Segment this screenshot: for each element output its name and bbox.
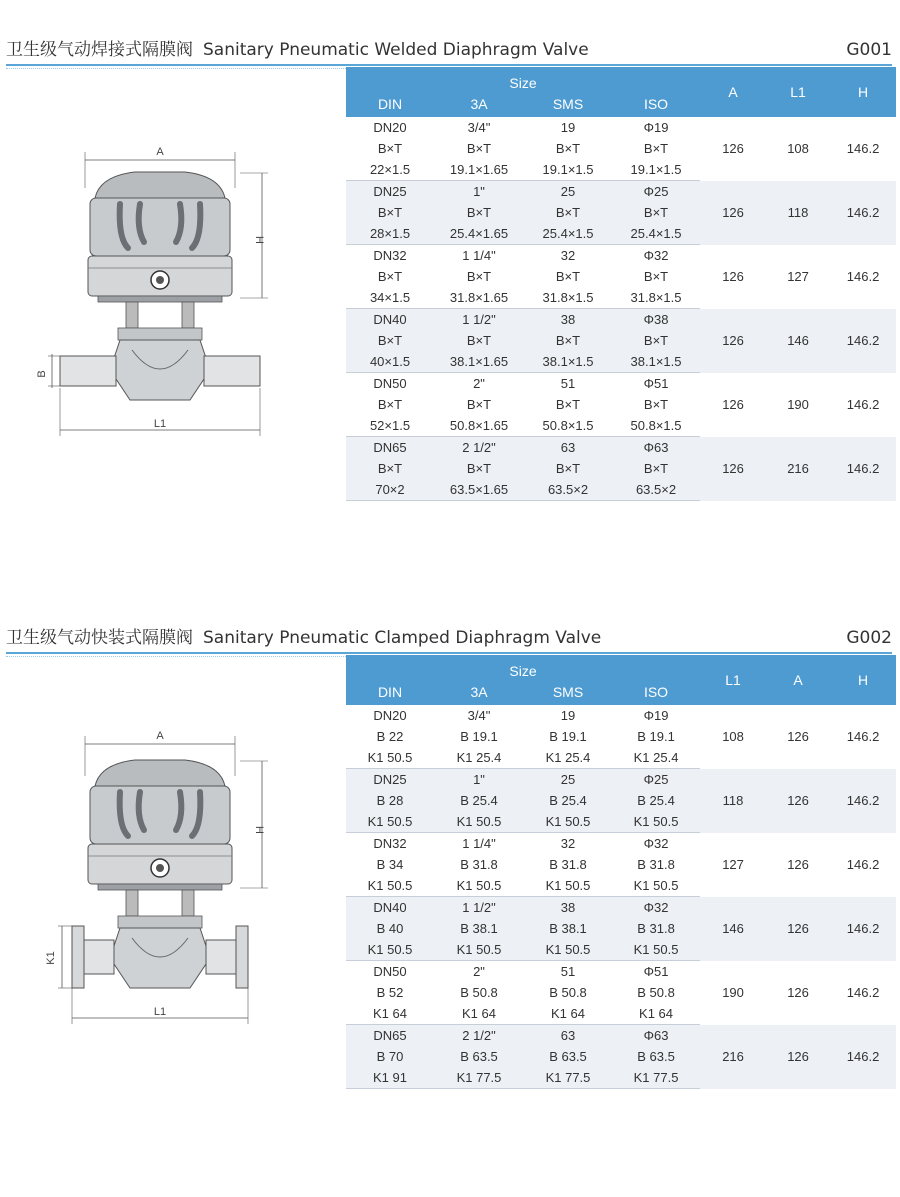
cell-iso: B 50.8 (612, 982, 700, 1003)
cell-din: DN65 (346, 437, 434, 459)
cell-a3: 1 1/2" (434, 897, 524, 919)
cell-c3: 146.2 (830, 245, 896, 309)
cell-iso: Φ19 (612, 705, 700, 726)
dim-k1-label: K1 (45, 951, 57, 965)
cell-c2: 126 (766, 961, 830, 1025)
cell-din: B 28 (346, 790, 434, 811)
col-sms-header: SMS (524, 91, 612, 117)
cell-c3: 146.2 (830, 181, 896, 245)
cell-iso: K1 50.5 (612, 939, 700, 961)
cell-a3: B 38.1 (434, 918, 524, 939)
clamped-title (6, 623, 601, 648)
cell-c2: 118 (766, 181, 830, 245)
cell-sms: 38 (524, 309, 612, 331)
welded-title-rule (6, 64, 892, 66)
table-row (346, 769, 896, 791)
cell-c3: 146.2 (830, 437, 896, 501)
cell-sms: K1 50.5 (524, 811, 612, 833)
dim-b-label: B (36, 370, 48, 378)
cell-sms: 25.4×1.5 (524, 223, 612, 245)
cell-a3: 3/4" (434, 705, 524, 726)
cell-iso: B 19.1 (612, 726, 700, 747)
cell-c1: 190 (700, 961, 766, 1025)
clamped-title-cn: 卫生级气动快装式隔膜阀 (6, 628, 193, 648)
cell-din: DN20 (346, 117, 434, 138)
cell-c1: 126 (700, 245, 766, 309)
cell-din: B×T (346, 138, 434, 159)
col-3a-header: 3A (434, 679, 524, 705)
cell-a3: 19.1×1.65 (434, 159, 524, 181)
cell-a3: 3/4" (434, 117, 524, 138)
welded-title (6, 35, 589, 60)
table-row (346, 437, 896, 459)
cell-iso: 31.8×1.5 (612, 287, 700, 309)
cell-din: K1 91 (346, 1067, 434, 1089)
cell-c3: 146.2 (830, 117, 896, 181)
col-h-header: H (830, 655, 896, 705)
cell-sms: K1 50.5 (524, 875, 612, 897)
cell-sms: 38.1×1.5 (524, 351, 612, 373)
cell-c3: 146.2 (830, 705, 896, 769)
dim-h-label: H (253, 236, 265, 244)
cell-c3: 146.2 (830, 961, 896, 1025)
cell-iso: Φ32 (612, 833, 700, 855)
cell-iso: Φ63 (612, 437, 700, 459)
cell-din: 52×1.5 (346, 415, 434, 437)
cell-a3: B 50.8 (434, 982, 524, 1003)
cell-iso: Φ19 (612, 117, 700, 138)
cell-a3: B×T (434, 458, 524, 479)
cell-din: DN50 (346, 961, 434, 983)
cell-c2: 126 (766, 1025, 830, 1089)
cell-iso: 25.4×1.5 (612, 223, 700, 245)
cell-c2: 126 (766, 897, 830, 961)
cell-iso: Φ51 (612, 373, 700, 395)
cell-sms: 51 (524, 961, 612, 983)
clamped-title-rule (6, 652, 892, 654)
table-row (346, 117, 896, 138)
cell-a3: 1" (434, 769, 524, 791)
cell-iso: Φ63 (612, 1025, 700, 1047)
dim-a-label: A (156, 146, 164, 158)
col-l1-header: L1 (766, 67, 830, 117)
cell-a3: K1 50.5 (434, 811, 524, 833)
clamped-spec-table (346, 655, 896, 1089)
cell-a3: 1" (434, 181, 524, 203)
cell-din: K1 50.5 (346, 939, 434, 961)
cell-a3: K1 50.5 (434, 939, 524, 961)
cell-din: B×T (346, 458, 434, 479)
cell-a3: B 31.8 (434, 854, 524, 875)
cell-iso: Φ32 (612, 897, 700, 919)
cell-sms: B 19.1 (524, 726, 612, 747)
welded-valve-diagram (36, 138, 310, 438)
cell-c3: 146.2 (830, 897, 896, 961)
table-row (346, 1025, 896, 1047)
cell-din: DN40 (346, 309, 434, 331)
cell-a3: B 25.4 (434, 790, 524, 811)
col-din-header: DIN (346, 91, 434, 117)
welded-table-body (346, 117, 896, 501)
cell-iso: Φ25 (612, 181, 700, 203)
cell-a3: 1 1/2" (434, 309, 524, 331)
cell-c1: 108 (700, 705, 766, 769)
cell-din: DN20 (346, 705, 434, 726)
cell-iso: B 31.8 (612, 854, 700, 875)
welded-title-en: Sanitary Pneumatic Welded Diaphragm Valve (203, 40, 589, 60)
cell-c2: 190 (766, 373, 830, 437)
cell-a3: 38.1×1.65 (434, 351, 524, 373)
cell-sms: B×T (524, 394, 612, 415)
cell-din: DN32 (346, 833, 434, 855)
cell-c3: 146.2 (830, 769, 896, 833)
cell-iso: 38.1×1.5 (612, 351, 700, 373)
cell-a3: 31.8×1.65 (434, 287, 524, 309)
cell-c2: 126 (766, 705, 830, 769)
cell-din: B×T (346, 202, 434, 223)
cell-sms: B 31.8 (524, 854, 612, 875)
cell-a3: 25.4×1.65 (434, 223, 524, 245)
col-3a-header: 3A (434, 91, 524, 117)
cell-din: B×T (346, 330, 434, 351)
cell-a3: B×T (434, 394, 524, 415)
cell-c3: 146.2 (830, 833, 896, 897)
col-h-header: H (830, 67, 896, 117)
cell-iso: Φ38 (612, 309, 700, 331)
cell-c1: 126 (700, 437, 766, 501)
cell-sms: 25 (524, 181, 612, 203)
size-header: Size (346, 655, 700, 679)
cell-sms: B×T (524, 330, 612, 351)
cell-din: B 70 (346, 1046, 434, 1067)
cell-c2: 126 (766, 833, 830, 897)
cell-din: DN65 (346, 1025, 434, 1047)
cell-c2: 108 (766, 117, 830, 181)
cell-sms: 63.5×2 (524, 479, 612, 501)
cell-iso: K1 50.5 (612, 875, 700, 897)
cell-iso: 19.1×1.5 (612, 159, 700, 181)
clamped-table-body (346, 705, 896, 1089)
cell-sms: K1 50.5 (524, 939, 612, 961)
cell-a3: K1 77.5 (434, 1067, 524, 1089)
cell-din: 22×1.5 (346, 159, 434, 181)
welded-spec-table (346, 67, 896, 501)
cell-a3: 2" (434, 961, 524, 983)
cell-a3: 2" (434, 373, 524, 395)
cell-din: K1 50.5 (346, 811, 434, 833)
cell-a3: K1 25.4 (434, 747, 524, 769)
cell-sms: 19.1×1.5 (524, 159, 612, 181)
table-row (346, 705, 896, 726)
cell-sms: B 25.4 (524, 790, 612, 811)
col-iso-header: ISO (612, 91, 700, 117)
col-sms-header: SMS (524, 679, 612, 705)
cell-din: B×T (346, 394, 434, 415)
cell-sms: 50.8×1.5 (524, 415, 612, 437)
cell-din: B 22 (346, 726, 434, 747)
cell-iso: K1 50.5 (612, 811, 700, 833)
cell-sms: 38 (524, 897, 612, 919)
cell-c1: 146 (700, 897, 766, 961)
dim-l1-label: L1 (153, 418, 167, 430)
cell-din: B×T (346, 266, 434, 287)
cell-a3: B 63.5 (434, 1046, 524, 1067)
cell-c1: 126 (700, 309, 766, 373)
cell-sms: K1 25.4 (524, 747, 612, 769)
cell-sms: 51 (524, 373, 612, 395)
size-header: Size (346, 67, 700, 91)
cell-iso: K1 25.4 (612, 747, 700, 769)
cell-iso: B×T (612, 202, 700, 223)
cell-sms: 63 (524, 437, 612, 459)
cell-iso: K1 77.5 (612, 1067, 700, 1089)
dim-h-label: H (253, 826, 265, 834)
cell-iso: B×T (612, 394, 700, 415)
table-row (346, 833, 896, 855)
cell-a3: K1 50.5 (434, 875, 524, 897)
clamped-code: G002 (846, 628, 892, 648)
cell-c2: 216 (766, 437, 830, 501)
col-a-header: A (700, 67, 766, 117)
cell-sms: B 63.5 (524, 1046, 612, 1067)
cell-sms: K1 77.5 (524, 1067, 612, 1089)
table-row (346, 961, 896, 983)
cell-iso: B×T (612, 458, 700, 479)
cell-a3: B×T (434, 138, 524, 159)
cell-sms: B×T (524, 202, 612, 223)
clamped-title-row (6, 618, 892, 648)
cell-sms: B 38.1 (524, 918, 612, 939)
cell-din: DN50 (346, 373, 434, 395)
cell-sms: B×T (524, 266, 612, 287)
clamped-section (0, 618, 900, 1118)
cell-sms: 19 (524, 117, 612, 138)
cell-c3: 146.2 (830, 309, 896, 373)
cell-din: K1 50.5 (346, 875, 434, 897)
cell-din: DN40 (346, 897, 434, 919)
cell-a3: B×T (434, 330, 524, 351)
cell-a3: 2 1/2" (434, 1025, 524, 1047)
cell-a3: K1 64 (434, 1003, 524, 1025)
table-row (346, 181, 896, 203)
cell-din: 40×1.5 (346, 351, 434, 373)
cell-iso: Φ32 (612, 245, 700, 267)
cell-a3: 1 1/4" (434, 245, 524, 267)
cell-sms: 31.8×1.5 (524, 287, 612, 309)
cell-din: K1 64 (346, 1003, 434, 1025)
welded-code: G001 (846, 40, 892, 60)
cell-din: K1 50.5 (346, 747, 434, 769)
table-row (346, 897, 896, 919)
cell-iso: 63.5×2 (612, 479, 700, 501)
welded-title-row (6, 30, 892, 60)
cell-a3: B×T (434, 202, 524, 223)
cell-iso: B×T (612, 330, 700, 351)
cell-c1: 127 (700, 833, 766, 897)
cell-iso: B 63.5 (612, 1046, 700, 1067)
welded-title-cn: 卫生级气动焊接式隔膜阀 (6, 40, 193, 60)
cell-c1: 126 (700, 181, 766, 245)
clamped-valve-diagram (40, 726, 310, 1026)
dim-a-label: A (156, 730, 164, 742)
cell-a3: B×T (434, 266, 524, 287)
col-l1-header: L1 (700, 655, 766, 705)
cell-iso: 50.8×1.5 (612, 415, 700, 437)
cell-a3: 1 1/4" (434, 833, 524, 855)
cell-sms: 32 (524, 833, 612, 855)
col-a-header: A (766, 655, 830, 705)
cell-din: DN25 (346, 769, 434, 791)
cell-c1: 126 (700, 117, 766, 181)
table-row (346, 245, 896, 267)
cell-c2: 146 (766, 309, 830, 373)
cell-c2: 126 (766, 769, 830, 833)
cell-iso: K1 64 (612, 1003, 700, 1025)
cell-a3: 50.8×1.65 (434, 415, 524, 437)
welded-section (0, 30, 900, 530)
cell-iso: Φ25 (612, 769, 700, 791)
cell-din: DN25 (346, 181, 434, 203)
cell-c3: 146.2 (830, 373, 896, 437)
clamped-title-en: Sanitary Pneumatic Clamped Diaphragm Valve (203, 628, 602, 648)
cell-din: 70×2 (346, 479, 434, 501)
col-iso-header: ISO (612, 679, 700, 705)
cell-c1: 126 (700, 373, 766, 437)
cell-a3: 2 1/2" (434, 437, 524, 459)
cell-iso: B×T (612, 266, 700, 287)
cell-din: B 52 (346, 982, 434, 1003)
cell-din: 34×1.5 (346, 287, 434, 309)
cell-sms: B×T (524, 458, 612, 479)
cell-c3: 146.2 (830, 1025, 896, 1089)
cell-din: B 40 (346, 918, 434, 939)
cell-c2: 127 (766, 245, 830, 309)
cell-iso: B 31.8 (612, 918, 700, 939)
cell-iso: B×T (612, 138, 700, 159)
dim-l1-label: L1 (153, 1006, 167, 1018)
cell-c1: 118 (700, 769, 766, 833)
table-row (346, 309, 896, 331)
cell-din: B 34 (346, 854, 434, 875)
cell-sms: B 50.8 (524, 982, 612, 1003)
cell-sms: 32 (524, 245, 612, 267)
cell-c1: 216 (700, 1025, 766, 1089)
cell-sms: B×T (524, 138, 612, 159)
cell-sms: 63 (524, 1025, 612, 1047)
cell-iso: B 25.4 (612, 790, 700, 811)
col-din-header: DIN (346, 679, 434, 705)
cell-iso: Φ51 (612, 961, 700, 983)
table-row (346, 373, 896, 395)
cell-a3: B 19.1 (434, 726, 524, 747)
cell-a3: 63.5×1.65 (434, 479, 524, 501)
cell-din: 28×1.5 (346, 223, 434, 245)
cell-sms: 19 (524, 705, 612, 726)
cell-sms: K1 64 (524, 1003, 612, 1025)
cell-sms: 25 (524, 769, 612, 791)
cell-din: DN32 (346, 245, 434, 267)
